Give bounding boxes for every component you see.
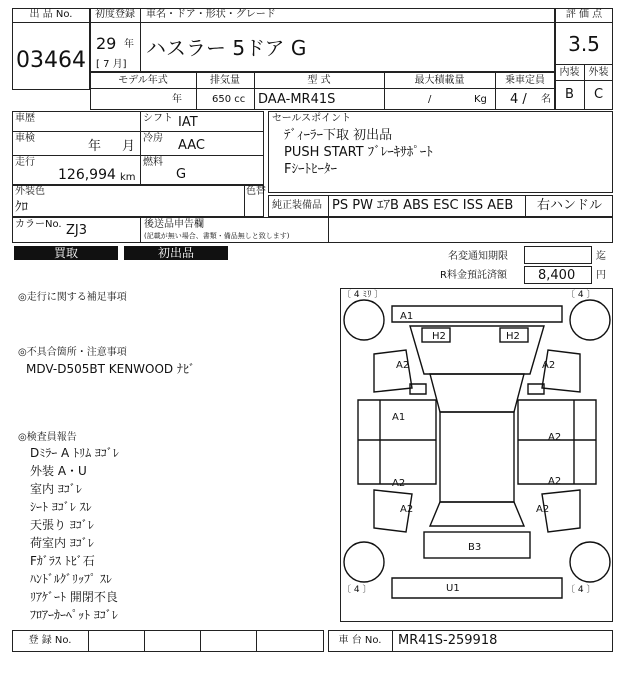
name-change-box	[524, 246, 592, 264]
interior-label: 内装	[559, 67, 580, 78]
repaint-label: 色替	[246, 186, 266, 197]
lot-label-divider	[12, 22, 90, 23]
reg-month: [ 7 月]	[96, 59, 127, 70]
max-load-sep: /	[428, 94, 432, 105]
tire-rear-right	[570, 542, 610, 582]
tire-front-left	[344, 300, 384, 340]
equipment-col-1	[328, 195, 329, 217]
color-docs-box	[12, 217, 613, 243]
reg-no-col	[256, 630, 257, 652]
reg-year: 29	[96, 34, 117, 53]
damage-mark: H2	[506, 331, 520, 342]
mileage-label: 走行	[15, 157, 35, 168]
inspector-line: 外装 A・U	[30, 464, 87, 478]
inspector-line: ﾘｱｹﾞｰﾄ 開閉不良	[30, 590, 118, 604]
rear-window	[430, 502, 524, 526]
lot-number: 03464	[16, 48, 86, 73]
reg-no-col	[144, 630, 145, 652]
damage-mark: A2	[536, 504, 550, 515]
score-value: 3.5	[568, 32, 600, 56]
inspector-line: 室内 ﾖｺﾞﾚ	[30, 482, 82, 496]
inspector-line: 天張り ﾖｺﾞﾚ	[30, 518, 94, 532]
exterior-label: 外装	[588, 67, 609, 78]
tire-mark-rear-right: 〔 4 〕	[566, 585, 596, 595]
score-label-divider	[555, 22, 613, 23]
ext-color-label: 外装色	[15, 186, 45, 197]
capacity-label: 乗車定員	[505, 75, 545, 86]
max-load-label: 最大積載量	[414, 75, 465, 86]
ac-value: AAC	[178, 138, 205, 153]
damage-mark: B3	[468, 542, 482, 553]
inspector-label: ◎検査員報告	[18, 432, 77, 443]
steering-value: 右ハンドル	[537, 198, 603, 213]
inspection-month: 月	[122, 139, 136, 154]
tire-mark-front-right: 〔 4 〕	[566, 290, 596, 300]
capacity-value: 4 /	[510, 92, 527, 107]
reg-no-col	[200, 630, 201, 652]
car-name-label: 車名・ドア・形状・グレード	[146, 9, 276, 20]
chassis-value: MR41S-259918	[398, 633, 498, 648]
damage-mark: A2	[548, 432, 562, 443]
damage-mark: A2	[542, 360, 556, 371]
history-label: 車歴	[15, 113, 35, 124]
max-load-unit: Kg	[474, 94, 487, 105]
details-mid-col	[140, 111, 141, 185]
title-header-divider	[90, 22, 555, 23]
tire-front-right	[570, 300, 610, 340]
inspector-line: Dﾐﾗｰ A ﾄﾘﾑ ﾖｺﾞﾚ	[30, 446, 119, 460]
reg-year-unit: 年	[124, 39, 134, 50]
first-listing-tag: 初出品	[124, 246, 228, 260]
damage-mark: A2	[400, 504, 414, 515]
lot-label: 出 品 No.	[29, 9, 73, 20]
recycle-value: 8,400	[538, 268, 576, 283]
shift-label: シフト	[143, 113, 173, 124]
capacity-unit: 名	[541, 94, 551, 105]
displacement-label: 排気量	[210, 75, 240, 86]
front-fender-right	[542, 350, 580, 392]
name-change-unit: 迄	[596, 251, 606, 262]
damage-mark: U1	[446, 583, 460, 594]
ext-color-box	[12, 185, 264, 217]
color-docs-col-2	[328, 217, 329, 243]
fuel-value: G	[176, 167, 187, 182]
color-docs-col-1	[140, 217, 141, 243]
details-box	[12, 111, 264, 185]
specs-header-divider	[90, 88, 555, 89]
roof	[440, 412, 514, 502]
tire-rear-left	[344, 542, 384, 582]
ext-color-value: ｸﾛ	[15, 200, 28, 215]
grade-label-divider	[555, 80, 613, 81]
reg-no-col	[88, 630, 89, 652]
interior-grade: B	[565, 87, 574, 102]
damage-mark: H2	[432, 331, 446, 342]
type-label: 型 式	[307, 75, 331, 86]
mileage-unit: km	[120, 172, 136, 183]
shift-value: IAT	[178, 115, 198, 130]
tire-mark-rear-left: 〔 4 〕	[342, 585, 372, 595]
inspector-line: ｼｰﾄ ﾖｺﾞﾚ ｽﾚ	[30, 500, 92, 514]
damage-mark: A2	[396, 360, 410, 371]
inspector-line: 荷室内 ﾖｺﾞﾚ	[30, 536, 94, 550]
first-reg-divider	[140, 8, 141, 72]
mirror-right	[528, 384, 544, 394]
color-no-label: カラーNo.	[15, 219, 62, 230]
windshield	[430, 374, 524, 412]
displacement-value: 650 cc	[212, 94, 246, 105]
recycle-label: R料金預託済額	[440, 270, 507, 281]
damage-mark: A2	[548, 476, 562, 487]
inspector-line: ﾊﾝﾄﾞﾙｸﾞﾘｯﾌﾟ ｽﾚ	[30, 572, 112, 586]
sales-point-line: Fｼｰﾄﾋｰﾀｰ	[284, 162, 337, 177]
reg-no-label: 登 録 No.	[28, 635, 72, 646]
driving-notes-label: ◎走行に関する補足事項	[18, 292, 127, 303]
sales-point-line: PUSH START ﾌﾞﾚｰｷｻﾎﾟｰﾄ	[284, 145, 433, 160]
type-value: DAA-MR41S	[258, 92, 336, 107]
color-no-value: ZJ3	[66, 223, 88, 238]
inspector-line: ﾌﾛｱｰｶｰﾍﾟｯﾄ ﾖｺﾞﾚ	[30, 608, 118, 622]
recycle-unit: 円	[596, 270, 606, 281]
hood	[410, 326, 544, 374]
car-name: ハスラー 5ドア G	[146, 36, 307, 60]
exterior-grade: C	[593, 87, 604, 102]
mirror-left	[410, 384, 426, 394]
equipment-label: 純正装備品	[272, 200, 322, 211]
model-year-unit: 年	[172, 94, 182, 105]
front-bumper	[392, 306, 562, 322]
sales-points-label: セールスポイント	[272, 113, 352, 124]
name-change-label: 名変通知期限	[448, 251, 508, 262]
details-row-2	[12, 155, 264, 156]
rear-bumper	[392, 578, 562, 598]
equipment-items: PS PW ｴｱB ABS ESC ISS AEB	[332, 198, 514, 213]
buy-tag: 買取	[14, 246, 118, 260]
repaint-col	[244, 185, 245, 217]
score-label: 評 価 点	[565, 9, 603, 20]
mileage-value: 126,994	[58, 167, 116, 183]
chassis-col	[392, 630, 393, 652]
chassis-label: 車 台 No.	[338, 635, 382, 646]
first-reg-label: 初度登録	[95, 9, 135, 20]
docs-label: 後送品申告欄	[144, 219, 204, 230]
defect-text: MDV-D505BT KENWOOD ﾅﾋﾞ	[26, 362, 195, 376]
ac-label: 冷房	[143, 133, 163, 144]
tire-mark-front-left: 〔 4 ﾐﾘ 〕	[342, 290, 384, 300]
model-year-label: モデル年式	[118, 75, 168, 86]
fuel-label: 燃料	[143, 157, 163, 168]
damage-mark: A1	[400, 311, 414, 322]
damage-mark: A2	[392, 478, 406, 489]
car-diagram	[340, 288, 613, 622]
front-fender-left	[374, 350, 412, 392]
docs-note: (記載が無い場合、書類・備品無しと致します)	[144, 232, 290, 240]
details-row-1	[12, 131, 264, 132]
inspection-label: 車検	[15, 133, 35, 144]
inspector-line: Fｶﾞﾗｽ ﾄﾋﾞ石	[30, 554, 95, 568]
equipment-col-2	[525, 195, 526, 217]
damage-mark: A1	[392, 412, 406, 423]
sales-point-line: ﾃﾞｨｰﾗｰ下取 初出品	[284, 128, 393, 143]
inspection-year: 年	[88, 139, 102, 154]
defect-notes-label: ◎不具合箇所・注意事項	[18, 347, 127, 358]
